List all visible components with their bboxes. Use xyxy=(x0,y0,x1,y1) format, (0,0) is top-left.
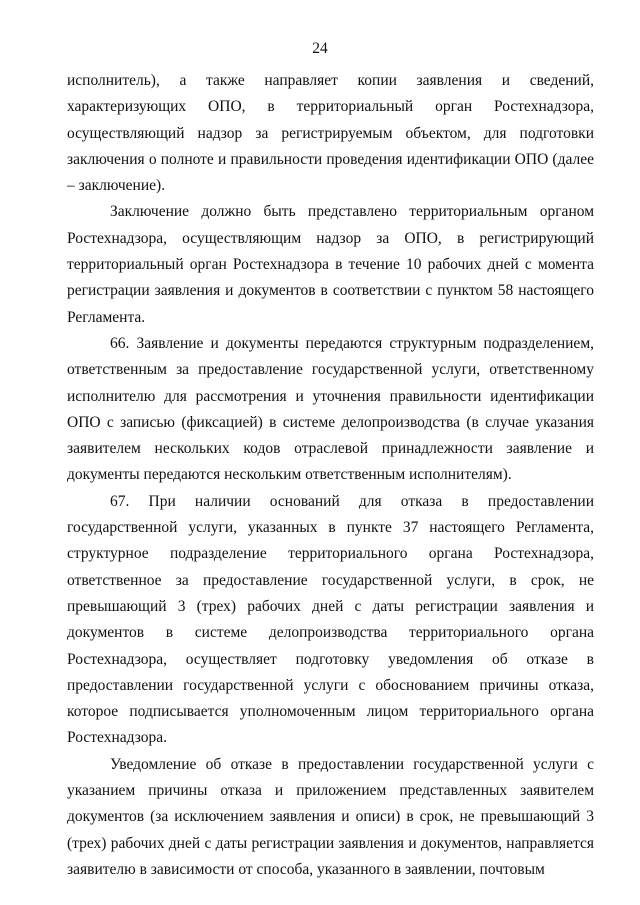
paragraph-refusal-notice: Уведомление об отказе в предоставлении государственной услуги с указанием причины отказа и приложением представленных заявителем документов (за исключением заявления и описи) в срок, не превышающий 3 (трех) рабочих дней с даты регистрации заявления и документов, направляется заявителю в зависимости от способа, указанного в заявлении, почтовым xyxy=(67,755,594,878)
paragraph-item-67: 67. При наличии оснований для отказа в предоставлении государственной услуги, указанных в пункте 37 настоящего Регламента, структурное подразделение территориального органа Ростехнадзора, ответственное за предоставление государственной услуги, в срок, не превышающий 3 (трех) рабочих дней с даты регистрации заявления и документов в системе делопроизводства территориального органа Ростехнадзора, осуществляет подготовку уведомления об отказе в предоставлении государственной услуги с обоснованием причины отказа, которое подписывается уполномоченным лицом территориального органа Ростехнадзора. xyxy=(67,492,594,747)
paragraph-continuation: исполнитель), а также направляет копии заявления и сведений, характеризующих ОПО, в территориальный орган Ростехнадзора, осуществляющий надзор за регистрируемым объектом, для подготовки заключения о полноте и правильности проведения идентификации ОПО (далее – заключение). xyxy=(67,72,594,195)
paragraph-conclusion-deadline: Заключение должно быть представлено территориальным органом Ростехнадзора, осуществляющим надзор за ОПО, в регистрирующий территориальный орган Ростехнадзора в течение 10 рабочих дней с момента регистрации заявления и документов в соответствии с пунктом 58 настоящего Регламента. xyxy=(67,203,594,326)
paragraph-item-66: 66. Заявление и документы передаются структурным подразделением, ответственным за предоставление государственной услуги, ответственному исполнителю для рассмотрения и уточнения правильности идентификации ОПО с записью (фиксацией) в системе делопроизводства (в случае указания заявителем нескольких кодов отраслевой принадлежности заявление и документы передаются нескольким ответственным исполнителям). xyxy=(67,334,594,484)
document-body xyxy=(67,68,594,883)
page-number: 24 xyxy=(312,40,328,57)
